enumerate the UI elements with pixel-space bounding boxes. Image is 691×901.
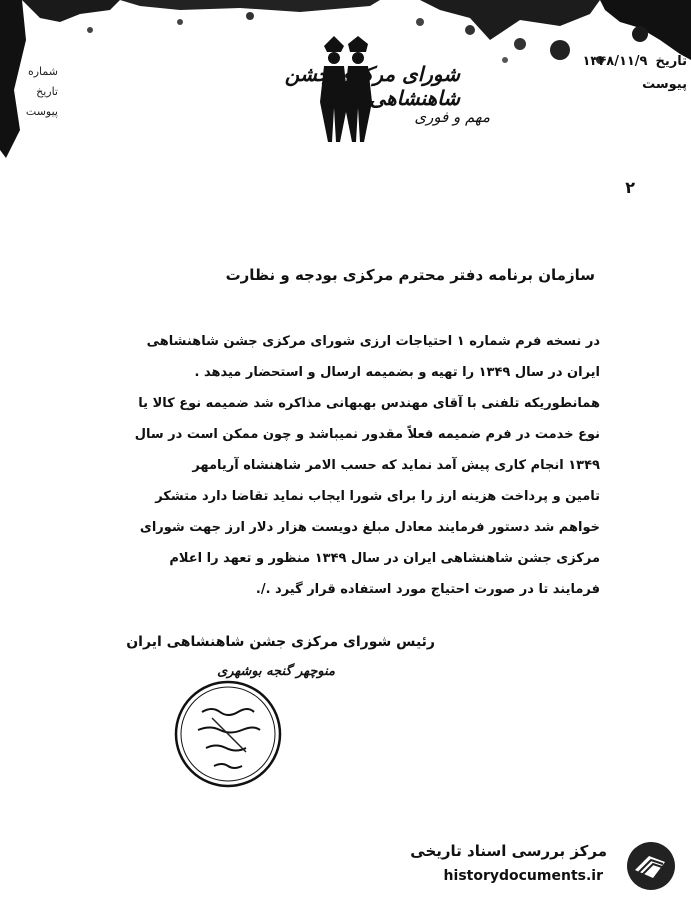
footer-website-link[interactable]: historydocuments.ir xyxy=(443,868,603,884)
letterhead-title: شورای مرکزی جشن شاهنشاهی ایران xyxy=(284,62,460,110)
official-seal xyxy=(172,678,284,790)
signature-name: منوچهر گنجه بوشهری xyxy=(217,664,335,679)
footer-organization: مرکز بررسی اسناد تاریخی xyxy=(410,842,607,860)
letterhead-meta xyxy=(537,50,687,96)
left-label-date: تاریخ xyxy=(36,85,58,98)
date-value: ۱۳۴۸/۱۱/۹ xyxy=(582,54,648,69)
body-line: خواهم شد دستور فرمایند معادل مبلغ دویست هزار دلار ارز جهت شورای xyxy=(139,520,600,535)
reference-number: ۲ xyxy=(625,178,635,197)
body-line: نوع خدمت در فرم ضمیمه فعلاً مقدور نمیباشد و چون ممکن است در سال xyxy=(134,427,600,442)
body-line: مرکزی جشن شاهنشاهی ایران در سال ۱۳۴۹ منظور و تعهد را اعلام xyxy=(169,551,600,566)
date-row xyxy=(537,50,687,73)
recipient-line: سازمان برنامه دفتر محترم مرکزی بودجه و نظارت xyxy=(225,266,595,284)
body-line: همانطوریکه تلفنی با آقای مهندس بهبهانی مذاکره شد ضمیمه نوع کالا یا xyxy=(138,396,600,411)
letterhead-subtitle: مهم و فوری xyxy=(414,108,490,126)
attachment-row xyxy=(537,73,687,96)
letter-body xyxy=(100,326,600,605)
body-line: تامین و پرداخت هزینه ارز را برای شورا ایجاب نماید تقاضا دارد متشکر xyxy=(155,489,600,504)
signature-title: رئیس شورای مرکزی جشن شاهنشاهی ایران xyxy=(126,634,435,650)
footer-watermark xyxy=(395,838,685,894)
left-label-attachment: پیوست xyxy=(25,105,58,118)
archive-logo-icon xyxy=(621,840,679,892)
body-line: ۱۳۴۹ انجام کاری پیش آمد نماید که حسب الامر شاهنشاه آریامهر xyxy=(192,458,600,473)
left-label-number: شماره xyxy=(27,65,58,78)
date-label: تاریخ xyxy=(655,54,687,69)
body-line: ایران در سال ۱۳۴۹ را تهیه و بضمیمه ارسال و استحضار میدهد . xyxy=(194,365,600,380)
letterhead-left-labels xyxy=(18,62,58,122)
body-line: فرمایند تا در صورت احتیاج مورد استفاده قرار گیرد ./. xyxy=(255,582,600,597)
attachment-label: پیوست xyxy=(642,77,687,92)
body-line: در نسخه فرم شماره ۱ احتیاجات ارزی شورای مرکزی جشن شاهنشاهی xyxy=(146,334,600,349)
